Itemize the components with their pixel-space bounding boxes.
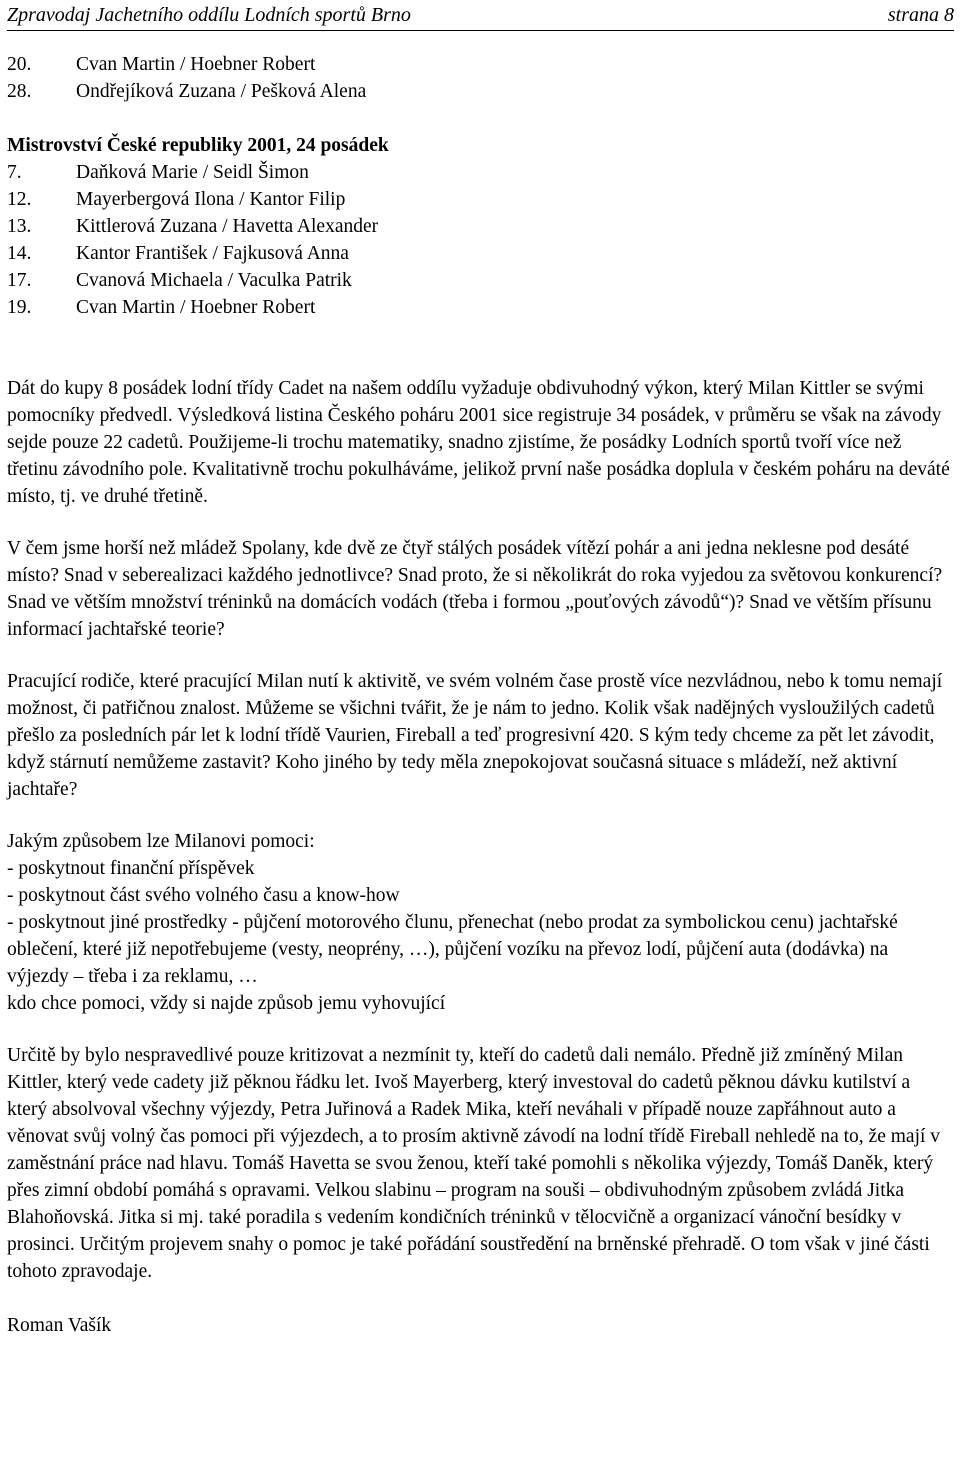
spacer (7, 1017, 954, 1042)
result-row (7, 240, 954, 267)
result-rank: 12. (7, 189, 32, 210)
result-rank: 28. (7, 81, 32, 102)
result-row (7, 213, 954, 240)
result-crew: Kittlerová Zuzana / Havetta Alexander (76, 216, 379, 237)
result-row (7, 51, 954, 78)
result-rank: 13. (7, 216, 32, 237)
result-crew: Kantor František / Fajkusová Anna (76, 243, 349, 264)
spacer (7, 1285, 954, 1312)
result-row (7, 186, 954, 213)
results-list-previous (7, 51, 954, 105)
paragraph-comparison: V čem jsme horší než mládež Spolany, kde dvě ze čtyř stálých posádek vítězí pohár a ani jedna neklesne pod desáté místo? Snad v seberealizaci každého jednotlivce? Snad proto, že si několikrát do roka vyjedou za světovou konkurencí? Snad ve větším množství tréninků na domácích vodách (třeba i formou „pouťových závodů“)? Snad ve větším přísunu informací jachtařské teorie? (7, 538, 943, 640)
page-header (7, 0, 954, 31)
help-section (7, 828, 954, 1017)
result-crew: Cvanová Michaela / Vaculka Patrik (76, 270, 352, 291)
result-row (7, 294, 954, 321)
page-number: strana 8 (887, 4, 954, 26)
author-signature: Roman Vašík (7, 1315, 112, 1336)
result-crew: Ondřejíková Zuzana / Pešková Alena (76, 81, 367, 102)
help-item: - poskytnout jiné prostředky - půjčení motorového člunu, přenechat (nebo prodat za symbolickou cenu) jachtařské oblečení, které již nepotřebujeme (vesty, neoprény, …), půjčení vozíku na převoz lodí, půjčení auta (dodávka) na výjezdy – třeba i za reklamu, … (7, 912, 898, 987)
spacer (7, 803, 954, 828)
spacer (7, 510, 954, 535)
spacer (7, 365, 954, 375)
document-page (7, 0, 954, 1339)
result-crew: Mayerbergová Ilona / Kantor Filip (76, 189, 346, 210)
championship-heading: Mistrovství České republiky 2001, 24 posádek (7, 135, 389, 156)
result-rank: 14. (7, 243, 32, 264)
result-rank: 7. (7, 162, 22, 183)
result-row (7, 267, 954, 294)
spacer (7, 321, 954, 365)
result-rank: 20. (7, 54, 32, 75)
result-rank: 19. (7, 297, 32, 318)
help-outro: kdo chce pomoci, vždy si najde způsob jemu vyhovující (7, 993, 446, 1014)
help-item: - poskytnout finanční příspěvek (7, 858, 255, 879)
paragraph-cadet-crews: Dát do kupy 8 posádek lodní třídy Cadet na našem oddílu vyžaduje obdivuhodný výkon, který Milan Kittler se svými pomocníky předvedl. Výsledková listina Českého poháru 2001 sice registruje 34 posádek, v průměru se však na závody sejde pouze 22 cadetů. Použijeme-li trochu matematiky, snadno zjistíme, že posádky Lodních sportů tvoří více než třetinu závodního pole. Kvalitativně trochu pokulháváme, jelikož první naše posádka doplula v českém poháru na deváté místo, tj. ve druhé třetině. (7, 378, 950, 507)
result-rank: 17. (7, 270, 32, 291)
help-intro: Jakým způsobem lze Milanovi pomoci: (7, 831, 315, 852)
championship-results (7, 159, 954, 321)
result-row (7, 78, 954, 105)
newsletter-title: Zpravodaj Jachetního oddílu Lodních sportů Brno (7, 4, 411, 26)
paragraph-acknowledgements: Určitě by bylo nespravedlivé pouze kritizovat a nezmínit ty, kteří do cadetů dali nemálo. Předně již zmíněný Milan Kittler, který vede cadety již pěknou řádku let. Ivoš Mayerberg, který investoval do cadetů pěknou dávku kutilství a který absolvoval všechny výjezdy, Petra Juřinová a Radek Mika, kteří neváhali v případě nouze zapřáhnout auto a věnovat svůj volný čas pomoci při výjezdech, a to prosím aktivně závodí na lodní třídě Fireball nehledě na to, že mají v zaměstnání práce nad hlavu. Tomáš Havetta se svou ženou, kteří také pomohli s několika výjezdy, Tomáš Daněk, který přes zimní období pomáhá s opravami. Velkou slabinu – program na souši – obdivuhodným způsobem zvládá Jitka Blahoňovská. Jitka si mj. také poradila s vedením kondičních tréninků v tělocvičně a organizací vánoční besídky v prosinci. Určitým projevem snahy o pomoc je také pořádání soustředění na brněnské přehradě. O tom však v jiné části tohoto zpravodaje. (7, 1045, 941, 1282)
result-crew: Daňková Marie / Seidl Šimon (76, 162, 309, 183)
result-row (7, 159, 954, 186)
result-crew: Cvan Martin / Hoebner Robert (76, 54, 316, 75)
result-crew: Cvan Martin / Hoebner Robert (76, 297, 316, 318)
spacer (7, 643, 954, 668)
help-item: - poskytnout část svého volného času a know-how (7, 885, 400, 906)
paragraph-parents: Pracující rodiče, které pracující Milan nutí k aktivitě, ve svém volném čase prostě více nezvládnou, nebo k tomu nemají možnost, či patřičnou znalost. Můžeme se všichni tvářit, že je nám to jedno. Kolik však nadějných vysloužilých cadetů přešlo za posledních pár let k lodní třídě Vaurien, Fireball a teď progresivní 420. S kým tedy chceme za pět let závodit, když stárnutí nemůžeme zastavit? Koho jiného by tedy měla znepokojovat současná situace s mládeží, než aktivní jachtaře? (7, 671, 943, 800)
spacer (7, 105, 954, 132)
